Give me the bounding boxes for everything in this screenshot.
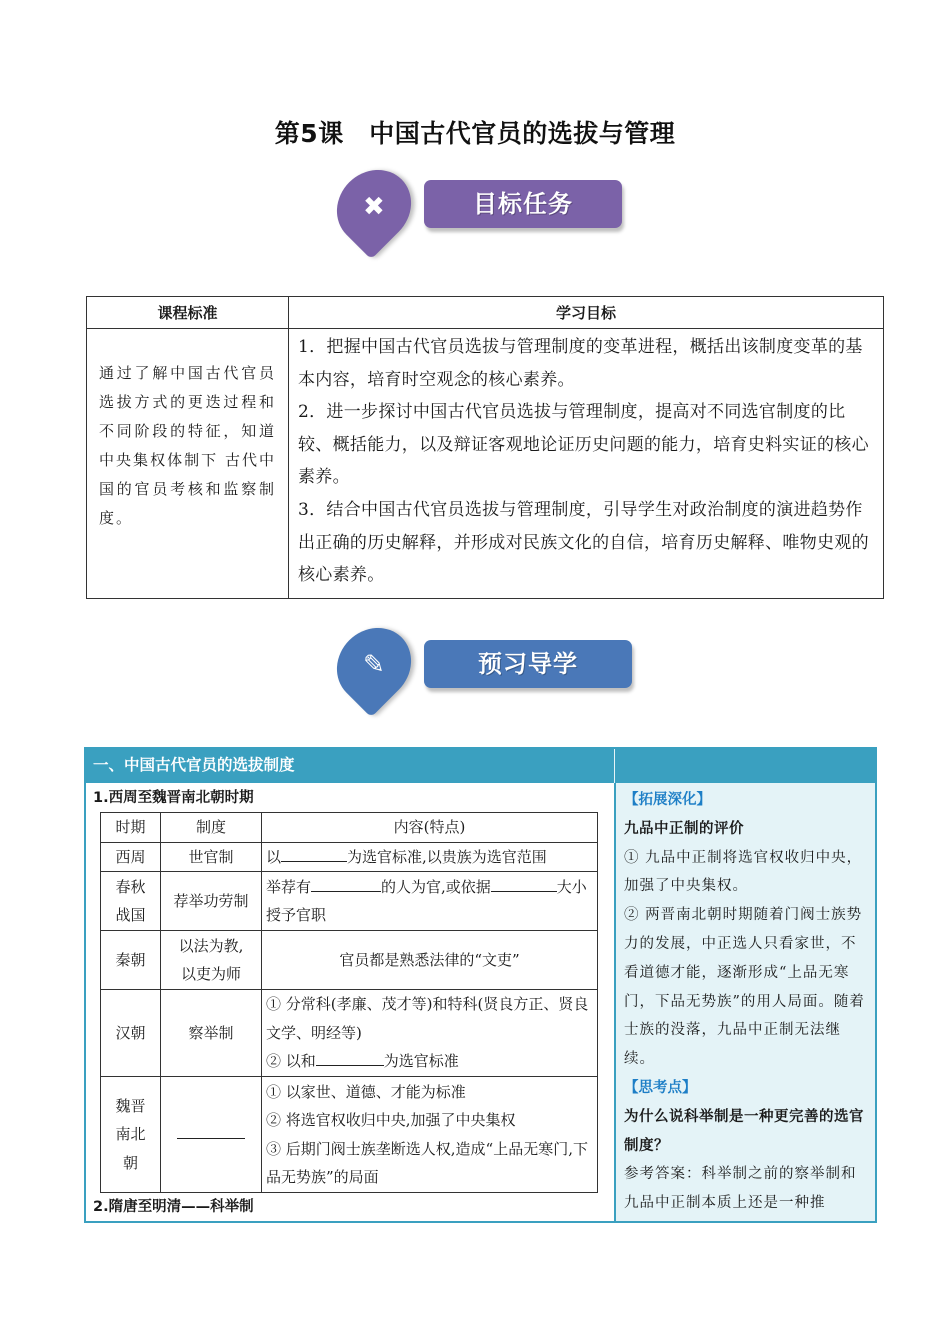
standard-text (87, 329, 289, 599)
side-notes (616, 783, 875, 1221)
pencil-icon: ✎ (363, 650, 385, 681)
fill-blank[interactable] (281, 846, 347, 862)
period-cell: 西周 (101, 842, 161, 872)
bubble (322, 613, 427, 718)
content-cell: 官员都是熟悉法律的“文吏” (262, 931, 598, 990)
page-title: 第5课 中国古代官员的选拔与管理 (274, 119, 676, 148)
system-cell: 世官制 (161, 842, 262, 872)
divider (614, 749, 615, 783)
goal-1: 1．把握中国古代官员选拔与管理制度的变革进程，概括出该制度变革的基本内容，培育时空观念的核心素养。 (298, 337, 863, 390)
fill-blank[interactable] (311, 876, 381, 892)
content-cell (262, 872, 598, 931)
col-header-standard: 课程标准 (87, 297, 289, 329)
selection-system-table (100, 812, 598, 1193)
content-line: ① 以家世、道德、才能为标准 (266, 1082, 466, 1101)
table-row (101, 931, 598, 990)
system-cell: 察举制 (161, 990, 262, 1077)
period-line: 魏晋 (115, 1096, 146, 1115)
table-row (101, 990, 598, 1077)
system-line: 以法为教, (178, 936, 244, 955)
fill-blank[interactable] (177, 1123, 245, 1139)
content-line: ① 分常科(孝廉、茂才等)和特科(贤良方正、贤良文学、明经等) (266, 995, 589, 1042)
col-header-system: 制度 (161, 813, 262, 843)
period-line: 南北 (115, 1125, 146, 1144)
col-header-period: 时期 (101, 813, 161, 843)
side-paragraph-3: 参考答案：科举制之前的察举制和九品中正制本质上还是一种推 (624, 1166, 857, 1212)
content-cell (262, 1077, 598, 1193)
content-text: 为选官标准,以贵族为选官范围 (347, 847, 547, 866)
system-cell: 荐举功劳制 (161, 872, 262, 931)
goals-cell (289, 329, 884, 599)
content-text: 以 (266, 847, 282, 866)
system-cell (161, 1077, 262, 1193)
table-row (101, 1077, 598, 1193)
subheading-2: 2.隋唐至明清——科举制 (93, 1199, 254, 1215)
content-line: ③ 后期门阀士族垄断选人权,造成“上品无寒门,下品无势族”的局面 (266, 1139, 588, 1186)
period-cell: 秦朝 (101, 931, 161, 990)
content-text: 举荐有 (266, 877, 312, 896)
period-line: 朝 (122, 1153, 138, 1172)
period-cell: 汉朝 (101, 990, 161, 1077)
standard-text-body: 通过了解中国古代官员选拔方式的更迭过程和不同阶段的特征，知道中央集权体制下 古代中国的官员考核和监察制度。 (99, 364, 276, 527)
banner-title: 预习导学 (424, 640, 632, 688)
content-cell (262, 842, 598, 872)
table-row (101, 872, 598, 931)
preview-header: 一、中国古代官员的选拔制度 (86, 749, 875, 783)
content-cell (262, 990, 598, 1077)
period-cell (101, 1077, 161, 1193)
table-row (101, 842, 598, 872)
col-header-goals: 学习目标 (289, 297, 884, 329)
side-paragraph-1: ① 九品中正制将选官权收归中央，加强了中央集权。 (624, 849, 863, 895)
period-line: 战国 (115, 906, 146, 924)
close-icon: ✖ (363, 192, 385, 223)
col-header-content: 内容(特点) (262, 813, 598, 843)
system-cell (161, 931, 262, 990)
fill-blank[interactable] (491, 876, 557, 892)
goal-2: 2．进一步探讨中国古代官员选拔与管理制度，提高对不同选官制度的比较、概括能力，以及辩证客观地论证历史问题的能力，培育史料实证的核心素养。 (298, 402, 869, 488)
tag-extension: 【拓展深化】 (624, 792, 711, 808)
bubble (322, 155, 427, 260)
content-text: 的人为官,或依据 (381, 877, 491, 896)
table-header-row (101, 813, 598, 843)
side-heading-1: 九品中正制的评价 (624, 820, 744, 837)
content-text: 大小授予官职 (266, 877, 587, 924)
period-cell (101, 872, 161, 931)
content-line (266, 1047, 593, 1076)
banner-title: 目标任务 (424, 180, 622, 228)
side-paragraph-2: ② 两晋南北朝时期随着门阀士族势力的发展，中正选人只看家世，不看道德才能，逐渐形成“上品无寒门，下品无势族”的用人局面。随着士族的没落，九品中正制无法继续。 (624, 907, 865, 1068)
content-text: 为选官标准 (383, 1052, 459, 1071)
system-line: 以吏为师 (180, 965, 241, 983)
side-heading-2: 为什么说科举制是一种更完善的选官制度？ (624, 1108, 864, 1154)
goal-3: 3．结合中国古代官员选拔与管理制度，引导学生对政治制度的演进趋势作出正确的历史解释，并形成对民族文化的自信，培育历史解释、唯物史观的核心素养。 (298, 499, 869, 586)
tag-thinking: 【思考点】 (624, 1079, 697, 1096)
standards-table (86, 296, 884, 599)
period-line: 春秋 (115, 877, 146, 896)
content-line: ② 将选官权收归中央,加强了中央集权 (266, 1111, 516, 1129)
content-text: ② 以和 (266, 1052, 316, 1071)
subheading-1: 1.西周至魏晋南北朝时期 (93, 790, 254, 806)
fill-blank[interactable] (316, 1050, 384, 1066)
